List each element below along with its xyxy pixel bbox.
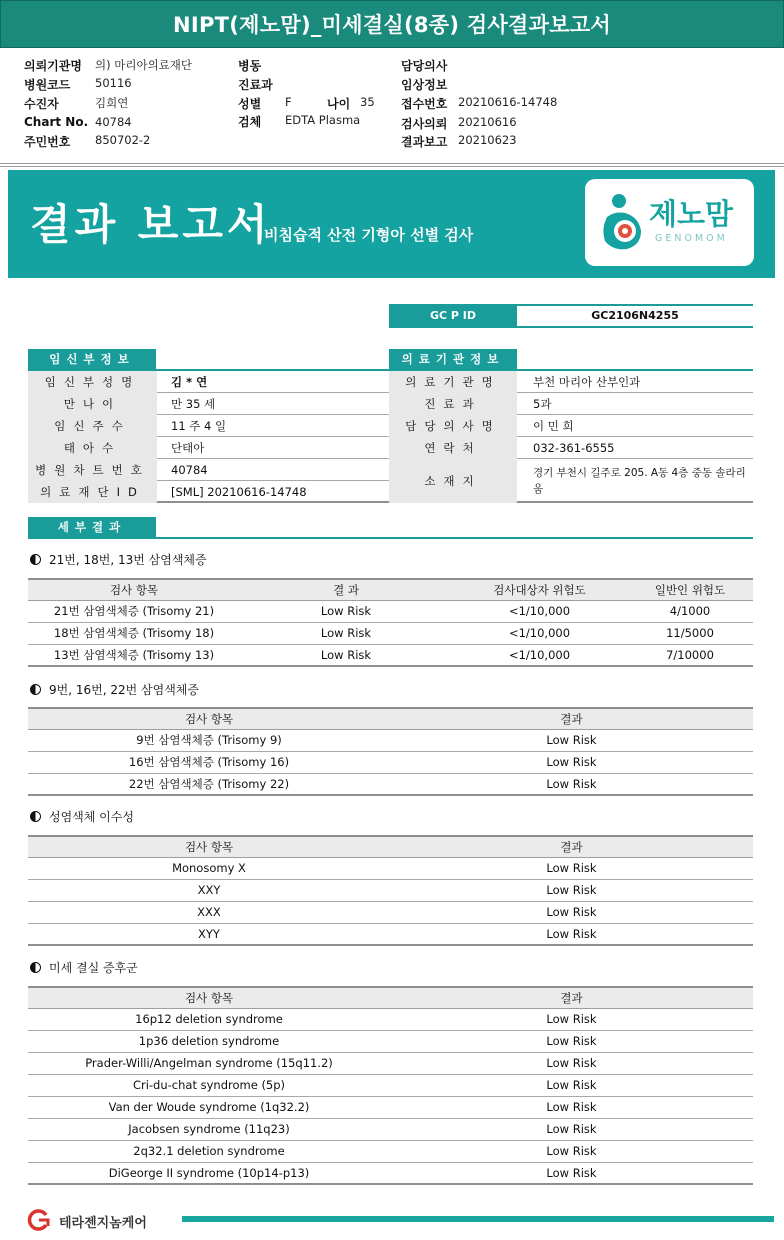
info-value: 부천 마리아 산부인과	[533, 375, 641, 389]
info-label: 연락처	[389, 437, 517, 459]
test-item: Van der Woude syndrome (1q32.2)	[28, 1096, 390, 1118]
test-item: XXY	[28, 879, 390, 901]
result: Low Risk	[390, 729, 753, 751]
banner-subtitle: 비침습적 산전 기형아 선별 검사	[264, 226, 474, 244]
test-item: Cri-du-chat syndrome (5p)	[28, 1074, 390, 1096]
header-label: 병원코드	[24, 78, 71, 92]
section-title	[30, 681, 199, 698]
header-value: 20210616	[458, 115, 517, 129]
result: Low Risk	[390, 1030, 753, 1052]
column-header: 결 과	[240, 579, 452, 600]
table-header-row	[28, 708, 753, 729]
test-item: 18번 삼염색체증 (Trisomy 18)	[28, 622, 240, 644]
info-value: 단태아	[171, 441, 205, 455]
header-label: 나이	[327, 97, 351, 111]
info-value: 경기 부천시 길주로 205. A동 4층 중동 솔라리움	[533, 467, 746, 495]
result: Low Risk	[240, 622, 452, 644]
info-value: 032-361-6555	[533, 441, 615, 455]
table-row	[28, 901, 753, 923]
general-risk: 11/5000	[627, 622, 753, 644]
gcp-id-label: GC P ID	[389, 306, 517, 326]
header-label: 주민번호	[24, 135, 71, 149]
info-label: 만나이	[28, 393, 157, 415]
table-row	[28, 1118, 753, 1140]
company-name: 테라젠지놈케어	[59, 1216, 147, 1231]
half-circle-icon	[30, 684, 41, 695]
title-bar	[0, 0, 784, 48]
info-row	[28, 393, 389, 415]
column-header: 검사 항목	[28, 708, 390, 729]
header-value: 50116	[95, 76, 132, 90]
info-value: [SML] 20210616-14748	[171, 485, 307, 499]
logo-text: 제노맘	[649, 197, 734, 231]
result: Low Risk	[390, 751, 753, 773]
header-value: EDTA Plasma	[285, 113, 361, 127]
info-value: 김 * 연	[171, 375, 208, 389]
result: Low Risk	[390, 1052, 753, 1074]
subject-risk: <1/10,000	[452, 600, 627, 622]
column-header: 결과	[390, 836, 753, 857]
info-row	[389, 393, 753, 415]
result: Low Risk	[390, 1140, 753, 1162]
header-value: 김희연	[95, 96, 129, 110]
header-label: 결과보고	[401, 135, 448, 149]
order-header	[0, 53, 784, 161]
info-label: 병원차트번호	[28, 459, 157, 481]
details-heading: 세부결과	[28, 517, 156, 537]
mother-logo-icon	[597, 193, 645, 253]
general-risk: 4/1000	[627, 600, 753, 622]
test-item: 22번 삼염색체증 (Trisomy 22)	[28, 773, 390, 795]
header-value: 850702-2	[95, 133, 151, 147]
result: Low Risk	[390, 857, 753, 879]
test-item: 9번 삼염색체증 (Trisomy 9)	[28, 729, 390, 751]
test-item: 16p12 deletion syndrome	[28, 1008, 390, 1030]
half-circle-icon	[30, 554, 41, 565]
column-header: 일반인 위험도	[627, 579, 753, 600]
table-row	[28, 879, 753, 901]
info-label: 의료재단ID	[28, 481, 157, 503]
info-value: 이 민 희	[533, 419, 574, 433]
table-row	[28, 1074, 753, 1096]
gcp-id-box	[389, 304, 753, 328]
header-label: 검사의뢰	[401, 117, 448, 131]
test-item: Jacobsen syndrome (11q23)	[28, 1118, 390, 1140]
test-item: 16번 삼염색체증 (Trisomy 16)	[28, 751, 390, 773]
footer	[0, 1204, 784, 1240]
table-row	[28, 729, 753, 751]
header-label: 접수번호	[401, 97, 448, 111]
info-label: 임신주수	[28, 415, 157, 437]
table-row	[28, 1052, 753, 1074]
test-item: 1p36 deletion syndrome	[28, 1030, 390, 1052]
section-title-text: 9번, 16번, 22번 삼염색체증	[49, 683, 199, 697]
test-item: 21번 삼염색체증 (Trisomy 21)	[28, 600, 240, 622]
table-row	[28, 1008, 753, 1030]
info-row	[389, 437, 753, 459]
divider	[0, 163, 784, 164]
result: Low Risk	[240, 644, 452, 666]
result: Low Risk	[390, 923, 753, 945]
report-title: NIPT(제노맘)_미세결실(8종) 검사결과보고서	[172, 13, 611, 37]
table-row	[28, 1140, 753, 1162]
info-label: 임신부성명	[28, 371, 157, 393]
info-row	[28, 415, 389, 437]
test-item: DiGeorge II syndrome (10p14-p13)	[28, 1162, 390, 1184]
info-label: 진료과	[389, 393, 517, 415]
header-label: 의뢰기관명	[24, 59, 82, 73]
info-value: 11 주 4 일	[171, 419, 227, 433]
column-header: 결과	[390, 987, 753, 1008]
info-label: 의료기관명	[389, 371, 517, 393]
table-header-row	[28, 579, 753, 600]
sex-chromosome-results-table	[28, 835, 753, 946]
info-row	[28, 437, 389, 459]
table-row	[28, 751, 753, 773]
header-value: 35	[360, 95, 375, 109]
divider	[0, 166, 784, 167]
info-row	[389, 415, 753, 437]
gcp-id-value: GC2106N4255	[591, 309, 679, 322]
header-value: 의) 마리아의료재단	[95, 58, 193, 72]
half-circle-icon	[30, 962, 41, 973]
footer-bar	[182, 1216, 774, 1222]
table-header-row	[28, 987, 753, 1008]
column-header: 검사대상자 위험도	[452, 579, 627, 600]
half-circle-icon	[30, 811, 41, 822]
info-row	[389, 459, 753, 503]
header-label: 병동	[238, 59, 262, 73]
header-label: 수진자	[24, 97, 59, 111]
header-label: 검체	[238, 115, 262, 129]
result: Low Risk	[390, 901, 753, 923]
trisomy-results-table	[28, 578, 753, 667]
table-row	[28, 600, 753, 622]
test-item: XXX	[28, 901, 390, 923]
test-item: XYY	[28, 923, 390, 945]
table-row	[28, 1162, 753, 1184]
table-row	[28, 1030, 753, 1052]
result: Low Risk	[390, 1074, 753, 1096]
result: Low Risk	[390, 1008, 753, 1030]
institution-info-heading: 의료기관정보	[389, 349, 517, 369]
header-label: Chart No.	[24, 115, 89, 129]
company-logo-icon	[24, 1209, 56, 1231]
section-title	[30, 551, 207, 568]
column-header: 검사 항목	[28, 987, 390, 1008]
info-row	[28, 371, 389, 393]
result: Low Risk	[390, 1118, 753, 1140]
info-row	[389, 371, 753, 393]
genomom-logo	[585, 179, 754, 266]
header-value: F	[285, 95, 292, 109]
result: Low Risk	[390, 773, 753, 795]
table-row	[28, 923, 753, 945]
info-value: 40784	[171, 463, 208, 477]
header-label: 임상정보	[401, 78, 448, 92]
subject-risk: <1/10,000	[452, 644, 627, 666]
section-title-text: 21번, 18번, 13번 삼염색체증	[49, 553, 207, 567]
header-value: 40784	[95, 115, 132, 129]
section-title-text: 미세 결실 증후군	[49, 961, 138, 975]
result: Low Risk	[240, 600, 452, 622]
test-item: Prader-Willi/Angelman syndrome (15q11.2)	[28, 1052, 390, 1074]
banner-title: 결과 보고서	[30, 200, 272, 249]
table-row	[28, 857, 753, 879]
column-header: 검사 항목	[28, 836, 390, 857]
result: Low Risk	[390, 1162, 753, 1184]
rare-trisomy-results-table	[28, 707, 753, 796]
column-header: 검사 항목	[28, 579, 240, 600]
info-row	[28, 481, 389, 503]
result: Low Risk	[390, 1096, 753, 1118]
table-row	[28, 1096, 753, 1118]
section-title	[30, 808, 134, 825]
table-row	[28, 773, 753, 795]
header-value: 20210616-14748	[458, 95, 558, 109]
header-label: 성별	[238, 97, 262, 111]
table-row	[28, 644, 753, 666]
test-item: 2q32.1 deletion syndrome	[28, 1140, 390, 1162]
header-value: 20210623	[458, 133, 517, 147]
section-title-text: 성염색체 이수성	[49, 810, 134, 824]
info-label: 소재지	[389, 459, 517, 503]
info-label: 태아수	[28, 437, 157, 459]
table-header-row	[28, 836, 753, 857]
section-rule	[28, 537, 753, 539]
info-value: 만 35 세	[171, 397, 216, 411]
info-row	[28, 459, 389, 481]
general-risk: 7/10000	[627, 644, 753, 666]
patient-info-heading: 임신부정보	[28, 349, 156, 369]
logo-subtext: GENOMOM	[655, 233, 728, 244]
info-label: 담당의사명	[389, 415, 517, 437]
microdeletion-results-table	[28, 986, 753, 1185]
section-title	[30, 959, 138, 976]
column-header: 결과	[390, 708, 753, 729]
header-label: 담당의사	[401, 59, 448, 73]
subject-risk: <1/10,000	[452, 622, 627, 644]
report-banner	[8, 170, 775, 278]
table-row	[28, 622, 753, 644]
test-item: Monosomy X	[28, 857, 390, 879]
info-value: 5과	[533, 397, 552, 411]
result: Low Risk	[390, 879, 753, 901]
test-item: 13번 삼염색체증 (Trisomy 13)	[28, 644, 240, 666]
header-label: 진료과	[238, 78, 273, 92]
